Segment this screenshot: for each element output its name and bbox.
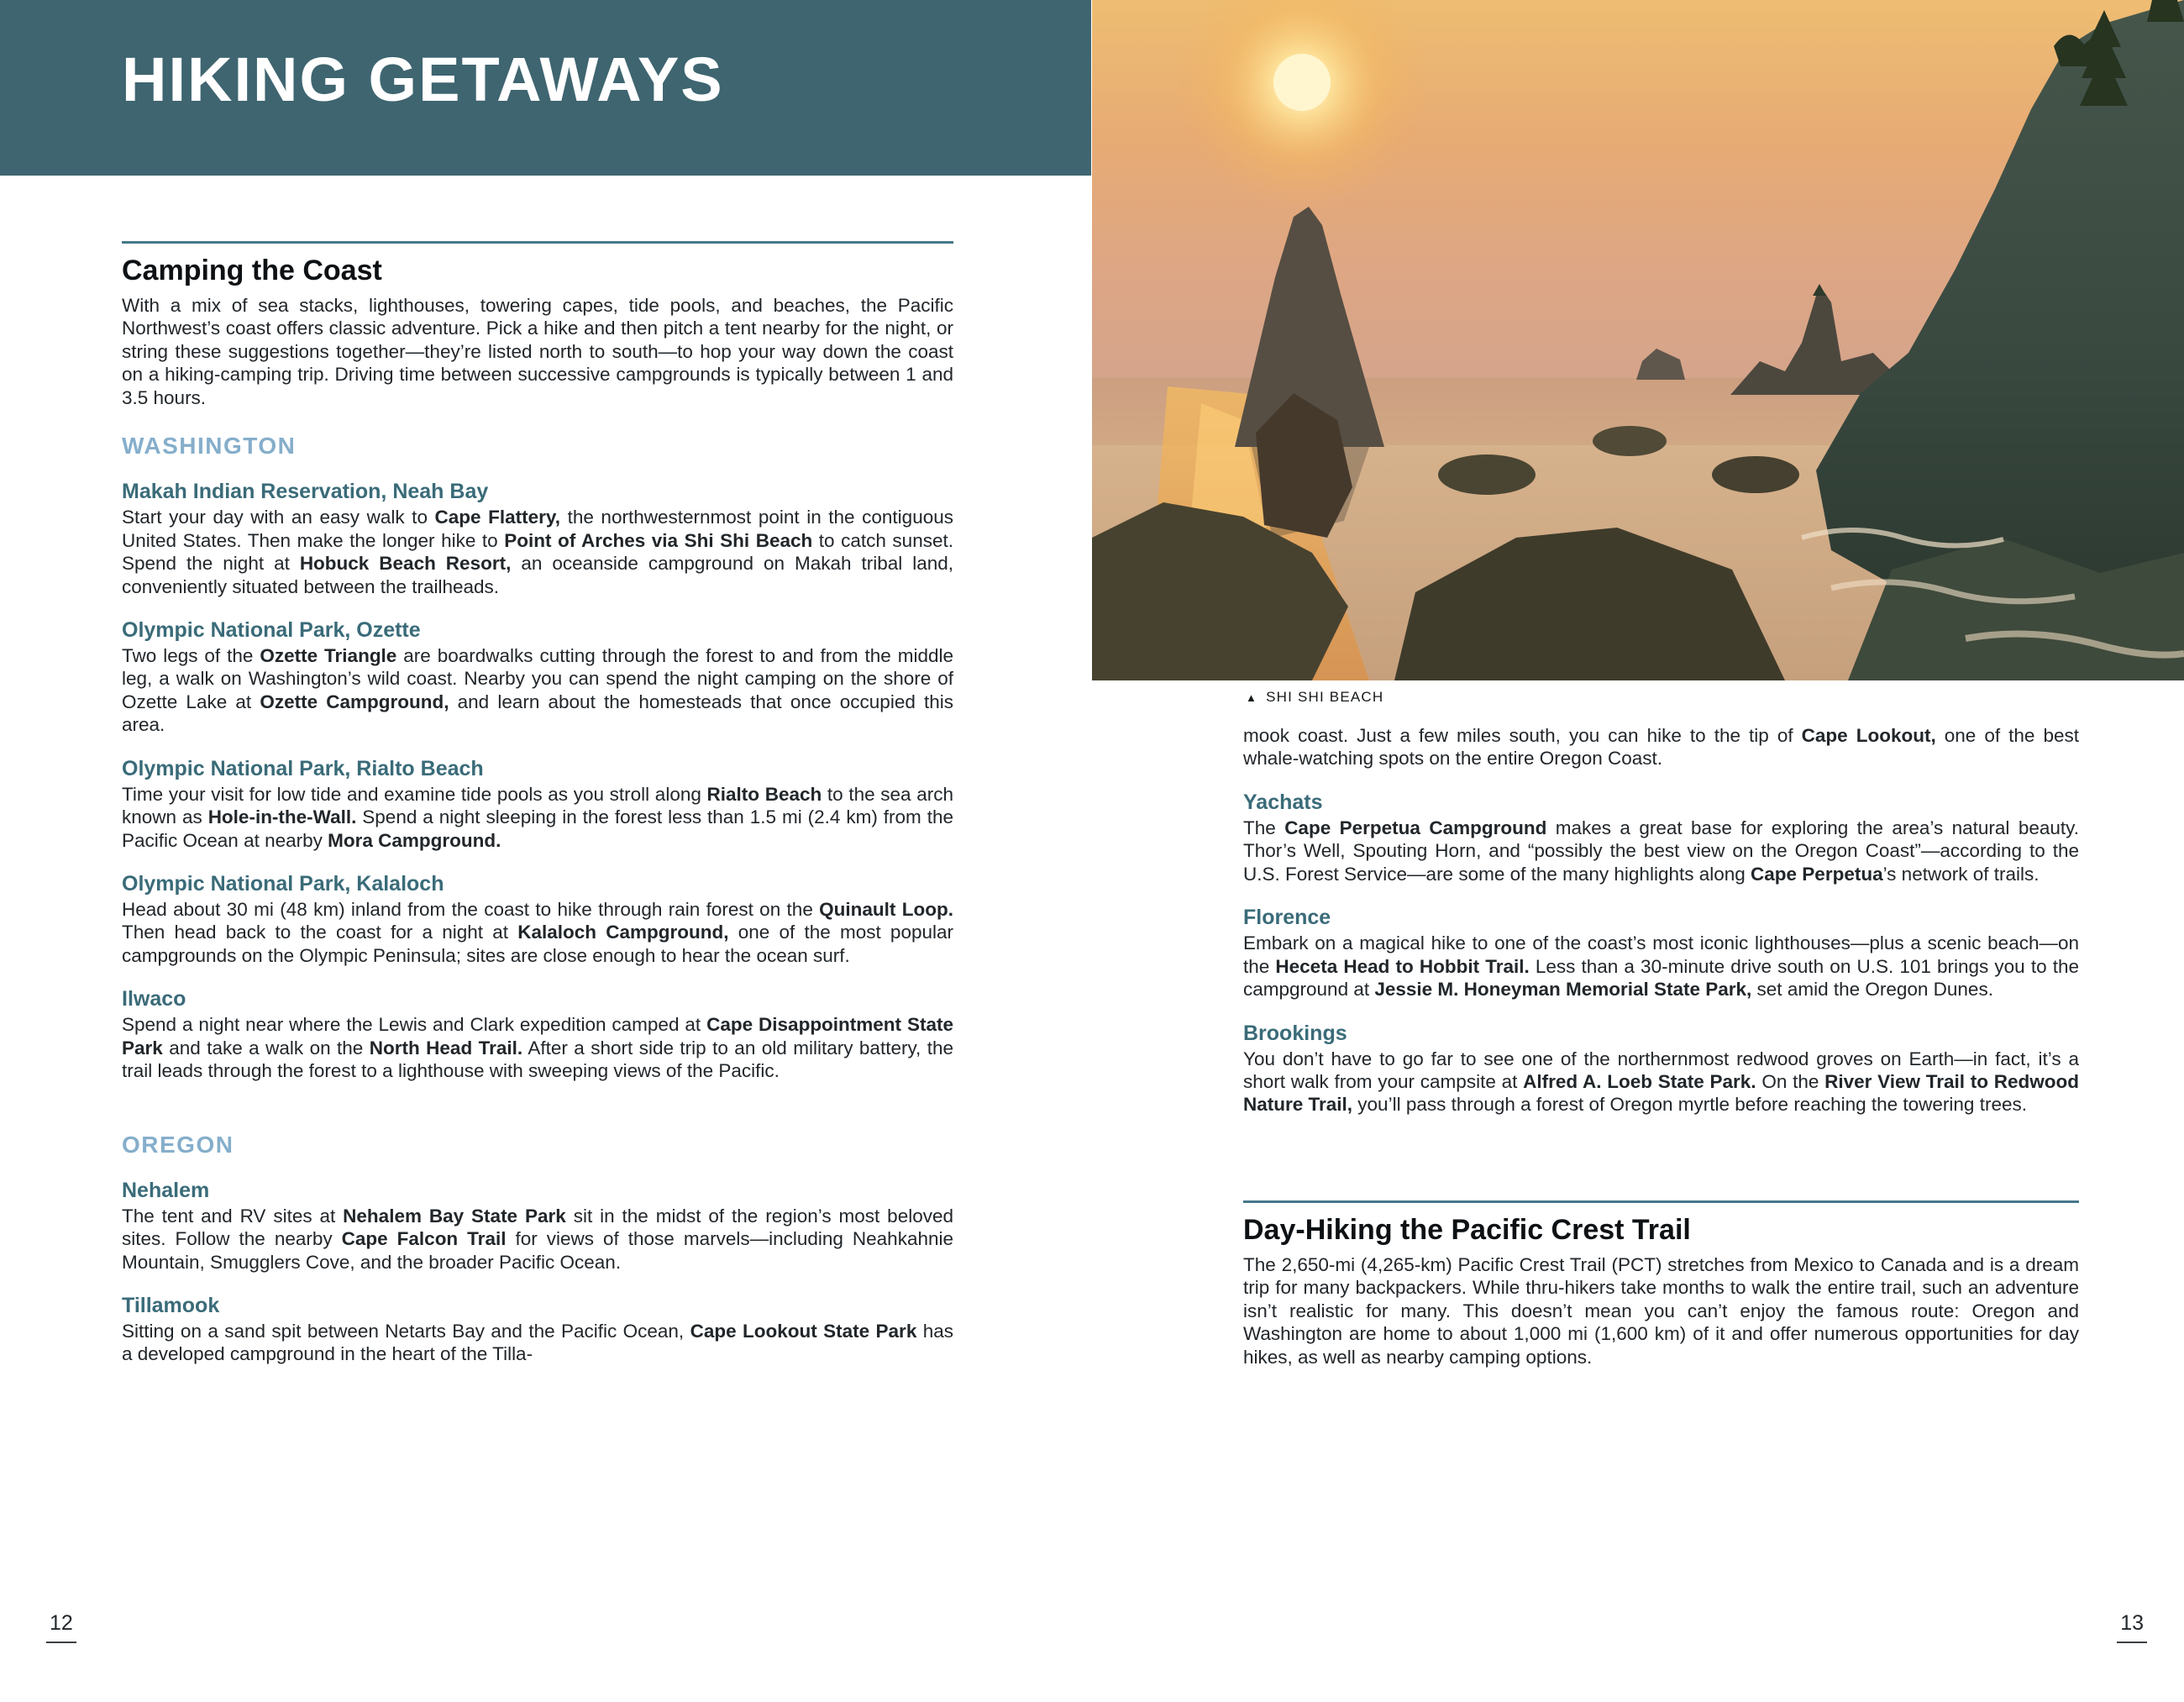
- text-run: and learn about the homesteads that once occupied this area.: [122, 691, 954, 736]
- text-run: With a mix of sea stacks, lighthouses, towering capes, tide pools, and beaches, the Pacific Northwest’s coast offers classic adventure. Pick a hike and then pitch a tent nearby for the night, or string these suggestions together—they’re listed north to south—to hop your way down the coast on a hiking-camping trip. Driving time between successive campgrounds is typically between 1 and 3.5 hours.: [122, 295, 953, 408]
- section-title-florence: Florence: [1243, 906, 1331, 930]
- paragraph: [122, 506, 953, 598]
- text-run: and take a walk on the: [162, 1037, 370, 1058]
- page-number-left-value: 12: [46, 1611, 76, 1643]
- text-run: Sitting on a sand spit between Netarts Bay and the Pacific Ocean,: [122, 1320, 690, 1342]
- bold-run: Hobuck Beach Resort,: [299, 553, 512, 575]
- section-title-olympic-national-park-ozette: Olympic National Park, Ozette: [122, 617, 421, 642]
- paragraph: [1243, 724, 2079, 770]
- section-title-makah-indian-reservation-neah-bay: Makah Indian Reservation, Neah Bay: [122, 480, 489, 504]
- bold-run: Rialto Beach: [706, 783, 822, 805]
- bold-run: Cape Falcon Trail: [341, 1228, 507, 1250]
- right-page-column: [1243, 724, 2079, 1374]
- paragraph: [1243, 817, 2079, 885]
- chapter-title: HIKING GETAWAYS: [122, 45, 724, 114]
- text-run: The 2,650-mi (4,265-km) Pacific Crest Trail (PCT) stretches from Mexico to Canada and is a dream trip for many backpackers. While thru-hikers take months to walk the entire trail, such an adventure isn’t realistic for many. This doesn’t mean you can’t enjoy the famous route: Oregon and Washington are home to about 1,000 mi (1,600 km) of it and offer numerous opportunities for day hikes, as well as nearby camping options.: [1243, 1253, 2079, 1368]
- left-page-column: [122, 241, 953, 1371]
- section-title-yachats: Yachats: [1243, 790, 1323, 814]
- photo-caption-label: SHI SHI BEACH: [1266, 689, 1384, 705]
- bold-run: Quinault Loop.: [819, 899, 953, 920]
- text-run: to catch sunset. Spend the night at: [122, 529, 953, 575]
- paragraph: [1243, 1048, 2079, 1116]
- bold-run: Cape Disappointment State Park: [122, 1014, 953, 1058]
- section-title-olympic-national-park-rialto-beach: Olympic National Park, Rialto Beach: [122, 756, 484, 780]
- section-rule: [1243, 1200, 2079, 1203]
- bold-run: Jessie M. Honeyman Memorial State Park,: [1374, 979, 1752, 1001]
- text-run: After a short side trip to an old military battery, the trail leads through the forest to a lighthouse with sweeping views of the Pacific.: [122, 1037, 953, 1082]
- section-title-tillamook: Tillamook: [122, 1293, 220, 1317]
- text-run: you’ll pass through a forest of Oregon myrtle before reaching the towering trees.: [1352, 1094, 2027, 1116]
- bold-run: Cape Perpetua: [1751, 863, 1883, 885]
- bold-run: Hole-in-the-Wall.: [207, 806, 357, 828]
- text-run: Embark on a magical hike to one of the coast’s most iconic lighthouses—plus a scenic beach—on the: [1243, 932, 2079, 977]
- text-run: On the: [1756, 1070, 1825, 1092]
- text-run: for views of those marvels—including Neahkahnie Mountain, Smugglers Cove, and the broader Pacific Ocean.: [122, 1228, 953, 1273]
- section-title-oregon: OREGON: [122, 1131, 234, 1158]
- text-run: The: [1243, 817, 1285, 838]
- photo-illustration: [1092, 0, 2184, 680]
- section-nehalem: [122, 1179, 953, 1274]
- section-olympic-national-park-ozette: [122, 618, 953, 737]
- paragraph: [122, 1205, 953, 1274]
- text-run: one of the best whale-watching spots on the entire Oregon Coast.: [1243, 725, 2079, 770]
- text-run: Start your day with an easy walk to: [122, 507, 435, 528]
- bold-run: Cape Lookout,: [1801, 725, 1936, 746]
- text-run: Spend a night sleeping in the forest less than 1.5 mi (2.4 km) from the Pacific Ocean at nearby: [122, 806, 953, 851]
- paragraph: [122, 1320, 953, 1366]
- paragraph: [122, 783, 953, 852]
- shi-shi-beach-photo: [1092, 0, 2184, 680]
- sun: [1273, 54, 1331, 111]
- text-run: the northwesternmost point in the contiguous United States. Then make the longer hike to: [122, 507, 953, 551]
- triangle-up-icon: ▲: [1246, 691, 1258, 704]
- section-title-nehalem: Nehalem: [122, 1178, 210, 1202]
- paragraph: [122, 898, 953, 967]
- section-yachats: [1243, 791, 2079, 885]
- bold-run: Cape Flattery,: [434, 507, 560, 528]
- section-oregon: [122, 1132, 953, 1158]
- text-run: You don’t have to go far to see one of the northernmost redwood groves on Earth—in fact, it’s a short walk from your campsite at: [1243, 1048, 2079, 1092]
- section-title-olympic-national-park-kalaloch: Olympic National Park, Kalaloch: [122, 872, 444, 896]
- text-run: The tent and RV sites at: [122, 1205, 344, 1227]
- section-day-hiking-the-pacific-crest-trail: [1243, 1200, 2079, 1368]
- bold-run: Kalaloch Campground,: [517, 922, 729, 943]
- text-run: mook coast. Just a few miles south, you can hike to the tip of: [1243, 725, 1802, 746]
- section-title-ilwaco: Ilwaco: [122, 987, 186, 1011]
- bold-run: Ozette Triangle: [260, 644, 397, 666]
- section-title-washington: WASHINGTON: [122, 433, 297, 460]
- page-number-right-value: 13: [2117, 1611, 2147, 1643]
- section-washington: [122, 433, 953, 460]
- bold-run: North Head Trail.: [369, 1037, 523, 1058]
- section-olympic-national-park-rialto-beach: [122, 757, 953, 852]
- text-run: one of the most popular campgrounds on the Olympic Peninsula; sites are close enough to hear the ocean surf.: [122, 922, 953, 966]
- bold-run: Nehalem Bay State Park: [343, 1205, 566, 1227]
- section-tillamook: [122, 1294, 953, 1366]
- section-makah-indian-reservation-neah-bay: [122, 480, 953, 598]
- section-tillamook-continued: [1243, 724, 2079, 770]
- bold-run: River View Trail to Redwood Nature Trail,: [1243, 1070, 2080, 1116]
- bold-run: Mora Campground.: [328, 829, 501, 851]
- section-title-day-hiking-the-pacific-crest-trail: Day-Hiking the Pacific Crest Trail: [1243, 1213, 1691, 1246]
- section-camping-the-coast: [122, 241, 953, 409]
- section-brookings: [1243, 1022, 2079, 1116]
- section-ilwaco: [122, 987, 953, 1082]
- text-run: Spend a night near where the Lewis and Clark expedition camped at: [122, 1014, 707, 1036]
- bold-run: Cape Lookout State Park: [690, 1320, 917, 1342]
- text-run: makes a great base for exploring the area’s natural beauty. Thor’s Well, Spouting Horn, and “possibly the best view on the Oregon Coast”—according to the U.S. Forest Service—are some of the many highlights along: [1243, 817, 2079, 885]
- section-title-camping-the-coast: Camping the Coast: [122, 255, 382, 286]
- paragraph: [1243, 1253, 2079, 1368]
- text-run: has a developed campground in the heart of the Tilla-: [122, 1320, 953, 1365]
- text-run: an oceanside campground on Makah tribal land, conveniently situated between the trailheads.: [122, 553, 954, 597]
- section-florence: [1243, 906, 2079, 1001]
- section-rule: [122, 241, 953, 244]
- bold-run: Ozette Campground,: [260, 691, 449, 712]
- text-run: sit in the midst of the region’s most beloved sites. Follow the nearby: [122, 1205, 953, 1250]
- text-run: Time your visit for low tide and examine tide pools as you stroll along: [122, 783, 707, 805]
- text-run: ’s network of trails.: [1882, 863, 2040, 885]
- photo-caption: [1246, 689, 1383, 706]
- bold-run: Heceta Head to Hobbit Trail.: [1275, 955, 1530, 977]
- page-number-right: [2117, 1611, 2147, 1643]
- text-run: Two legs of the: [122, 644, 260, 666]
- paragraph: [122, 294, 953, 409]
- text-run: Then head back to the coast for a night at: [122, 922, 518, 943]
- bold-run: Cape Perpetua Campground: [1284, 817, 1547, 838]
- text-run: set amid the Oregon Dunes.: [1751, 979, 1993, 1001]
- bold-run: Alfred A. Loeb State Park.: [1523, 1070, 1756, 1092]
- section-title-brookings: Brookings: [1243, 1021, 1347, 1045]
- page-number-left: [46, 1611, 76, 1643]
- paragraph: [1243, 932, 2079, 1001]
- paragraph: [122, 1013, 953, 1082]
- text-run: to the sea arch known as: [122, 783, 953, 828]
- bold-run: Point of Arches via Shi Shi Beach: [504, 529, 813, 551]
- paragraph: [122, 644, 953, 737]
- chapter-header-band: [0, 0, 1091, 176]
- text-run: are boardwalks cutting through the forest to and from the middle leg, a walk on Washington’s wild coast. Nearby you can spend the night camping on the shore of Ozette Lake at: [122, 644, 953, 712]
- text-run: Less than a 30-minute drive south on U.S. 101 brings you to the campground at: [1243, 955, 2079, 1001]
- section-olympic-national-park-kalaloch: [122, 872, 953, 967]
- text-run: Head about 30 mi (48 km) inland from the coast to hike through rain forest on the: [122, 899, 820, 920]
